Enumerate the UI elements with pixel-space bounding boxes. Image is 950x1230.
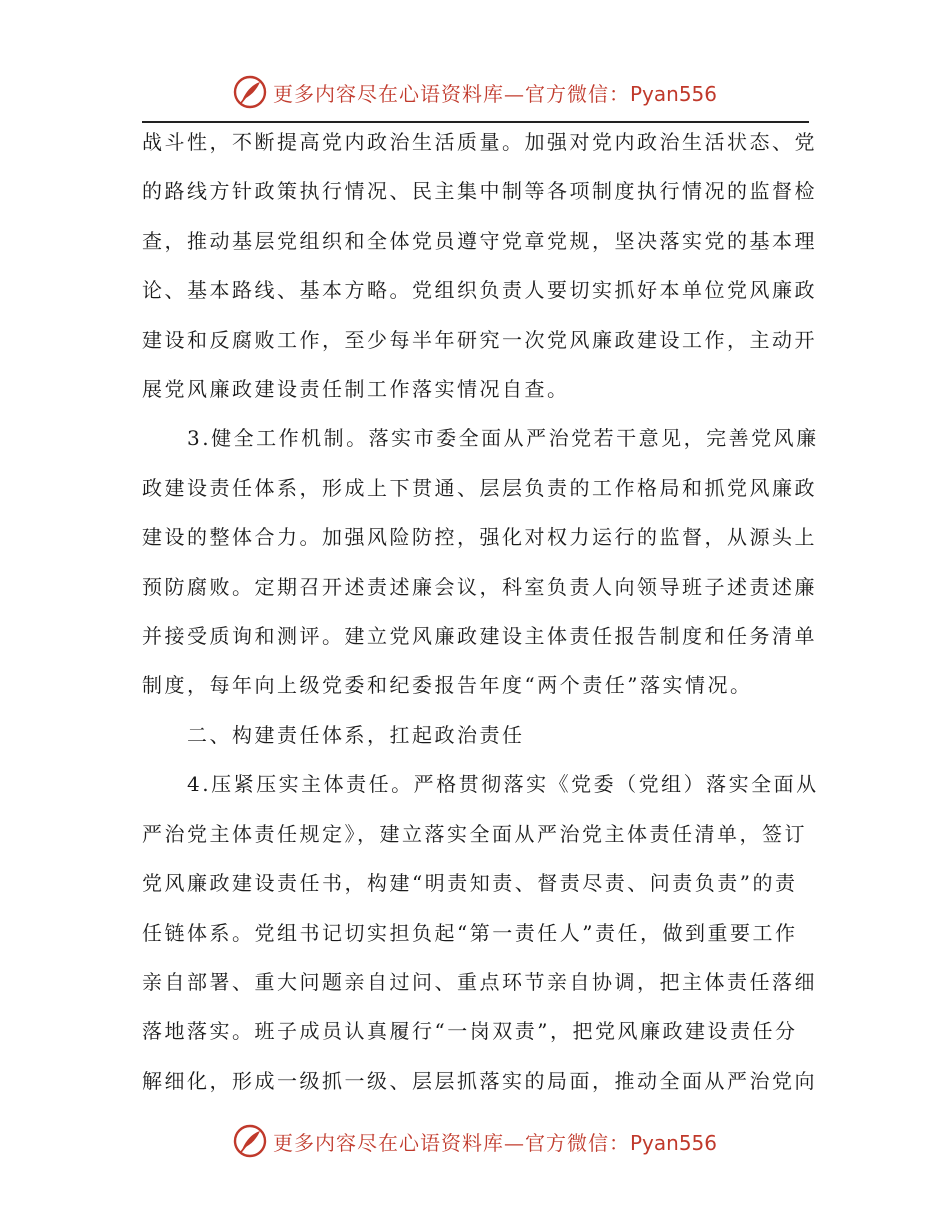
text-line: 严治党主体责任规定》，建立落实全面从严治党主体责任清单，签订: [142, 821, 807, 846]
text-line: 的路线方针政策执行情况、民主集中制等各项制度执行情况的监督检: [142, 179, 817, 204]
paragraph: [142, 118, 817, 414]
footer-watermark: [0, 1121, 950, 1161]
document-body: [142, 118, 819, 1106]
text-line: 解细化，形成一级抓一级、层层抓落实的局面，推动全面从严治党向: [142, 1068, 817, 1093]
text-line: 查，推动基层党组织和全体党员遵守党章党规，坚决落实党的基本理: [142, 228, 817, 253]
paragraph: [142, 414, 819, 710]
section-heading: [142, 711, 792, 760]
text-line: 建设和反腐败工作，至少每半年研究一次党风廉政建设工作，主动开: [142, 327, 817, 352]
text-line: 论、基本路线、基本方略。党组织负责人要切实抓好本单位党风廉政: [142, 278, 817, 303]
paragraph: [142, 760, 819, 1106]
text-line: 党风廉政建设责任书，构建“明责知责、督责尽责、问责负责”的责: [142, 871, 798, 896]
text-line: 制度，每年向上级党委和纪委报告年度“两个责任”落实情况。: [142, 673, 753, 698]
header-watermark: [0, 72, 950, 112]
text-line: 二、构建责任体系，扛起政治责任: [187, 722, 525, 747]
text-line: 战斗性，不断提高党内政治生活质量。加强对党内政治生活状态、党: [142, 130, 817, 154]
feather-logo-icon: [233, 1124, 267, 1158]
text-line: 4.压紧压实主体责任。严格贯彻落实《党委（党组）落实全面从: [187, 772, 819, 797]
text-line: 3.健全工作机制。落实市委全面从严治党若干意见，完善党风廉: [187, 426, 819, 451]
text-line: 并接受质询和测评。建立党风廉政建设主体责任报告制度和任务清单: [142, 624, 817, 649]
text-line: 预防腐败。定期召开述责述廉会议，科室负责人向领导班子述责述廉: [142, 574, 817, 599]
watermark-wechat-id: Pyan556: [629, 1130, 717, 1155]
watermark-text: 更多内容尽在心语资料库—官方微信：Pyan556: [272, 1130, 717, 1155]
text-line: 亲自部署、重大问题亲自过问、重点环节亲自协调，把主体责任落细: [142, 969, 817, 994]
feather-logo-icon: [233, 75, 267, 109]
watermark-wechat-id: Pyan556: [629, 81, 717, 106]
text-line: 建设的整体合力。加强风险防控，强化对权力运行的监督，从源头上: [142, 525, 817, 550]
text-line: 落地落实。班子成员认真履行“一岗双责”，把党风廉政建设责任分: [142, 1019, 798, 1044]
text-line: 政建设责任体系，形成上下贯通、层层负责的工作格局和抓党风廉政: [142, 475, 817, 500]
watermark-text: 更多内容尽在心语资料库—官方微信：Pyan556: [272, 81, 717, 106]
text-line: 任链体系。党组书记切实担负起“第一责任人”责任，做到重要工作: [142, 920, 798, 945]
text-line: 展党风廉政建设责任制工作落实情况自查。: [142, 377, 570, 402]
